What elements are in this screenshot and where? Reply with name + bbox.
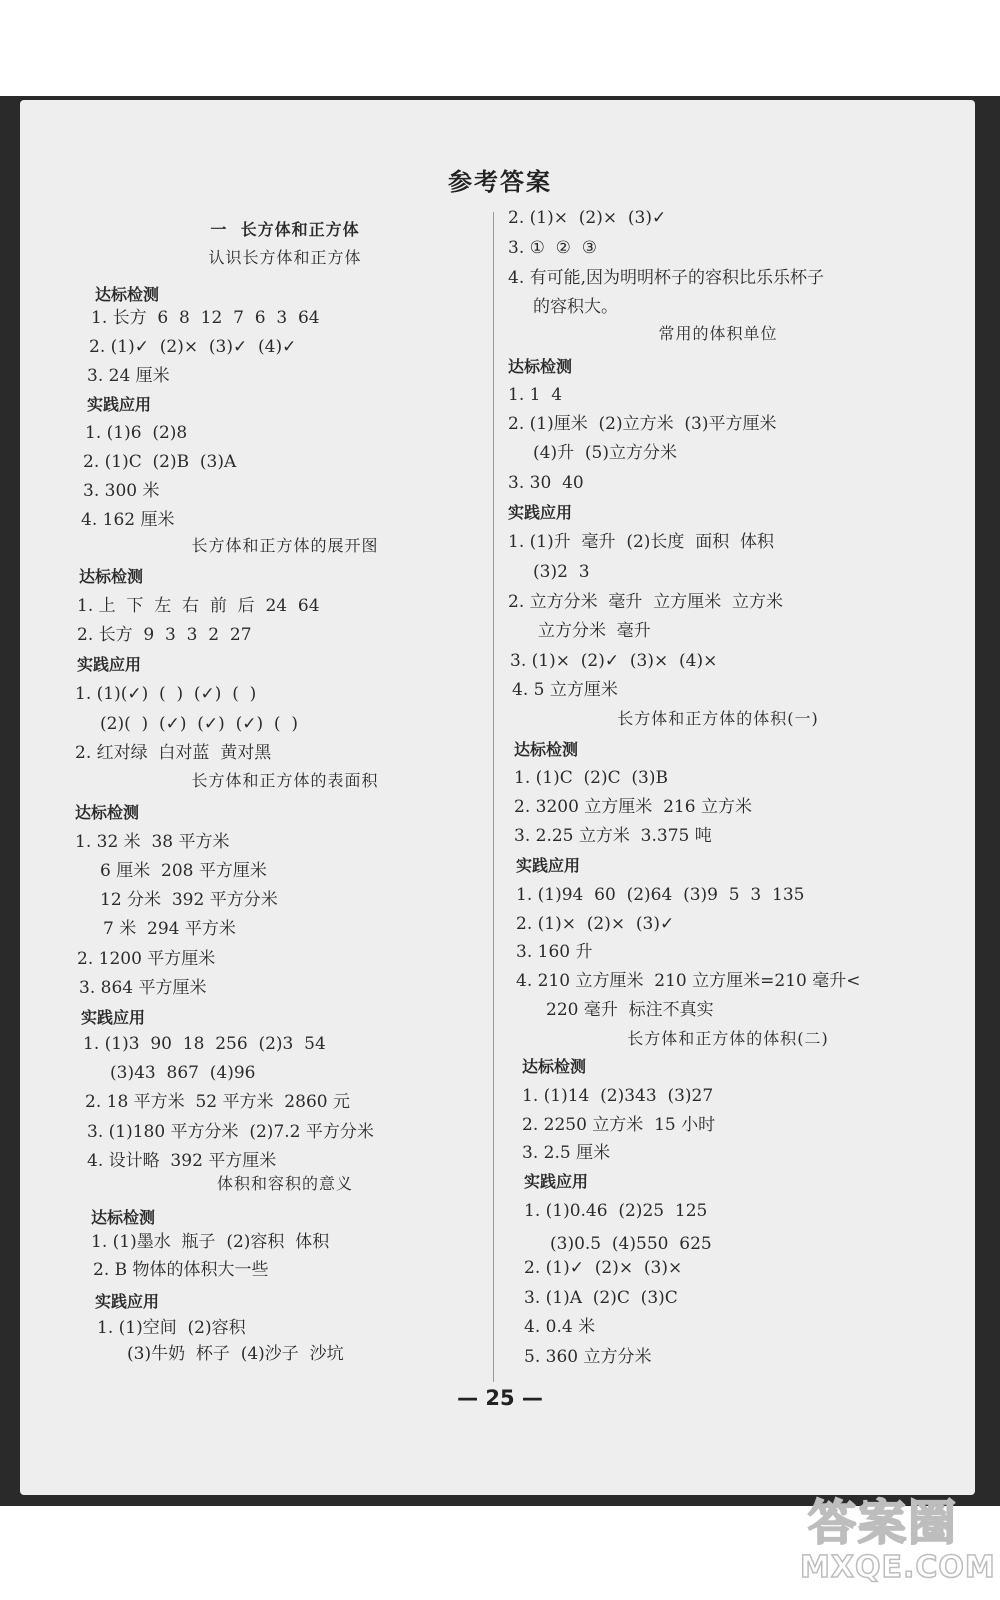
answer-line: 3. 160 升 (516, 942, 593, 962)
section-title: 长方体和正方体的体积(二) (627, 1029, 829, 1048)
answer-line: 1. (1)(✓) ( ) (✓) ( ) (75, 684, 257, 704)
answer-line: 3. 2.5 厘米 (522, 1143, 611, 1163)
answer-line: 1. 上 下 左 右 前 后 24 64 (77, 596, 320, 616)
answer-line: 1. (1)94 60 (2)64 (3)9 5 3 135 (516, 885, 805, 905)
answer-line: 4. 210 立方厘米 210 立方厘米=210 毫升< (516, 971, 861, 991)
answer-line: 1. (1)空间 (2)容积 (97, 1318, 246, 1338)
section-title: 长方体和正方体的体积(一) (617, 709, 819, 728)
answer-line: 220 毫升 标注不真实 (546, 1000, 714, 1020)
answer-line: 2. (1)厘米 (2)立方米 (3)平方厘米 (508, 414, 777, 434)
answer-line: 1. (1)C (2)C (3)B (514, 768, 668, 788)
section-title: 常用的体积单位 (658, 324, 778, 343)
section-heading: 实践应用 (87, 395, 152, 414)
section-heading: 达标检测 (522, 1057, 587, 1076)
answer-line: 1. (1)3 90 18 256 (2)3 54 (83, 1034, 326, 1054)
answer-line: (3)2 3 (533, 562, 590, 582)
answer-line: 2. 立方分米 毫升 立方厘米 立方米 (508, 592, 784, 612)
answer-line: 7 米 294 平方米 (103, 919, 236, 939)
answer-line: (3)43 867 (4)96 (110, 1063, 256, 1083)
section-heading: 实践应用 (95, 1292, 160, 1311)
section-title: 体积和容积的意义 (216, 1174, 353, 1193)
answer-line: 2. 2250 立方米 15 小时 (522, 1115, 716, 1135)
answer-line: 2. 18 平方米 52 平方米 2860 元 (85, 1092, 350, 1112)
answer-line: 4. 设计略 392 平方厘米 (87, 1151, 277, 1171)
answer-line: 3. (1)180 平方分米 (2)7.2 平方分米 (87, 1122, 374, 1142)
section-title: 长方体和正方体的展开图 (191, 536, 379, 555)
page-title: 参考答案 (448, 168, 552, 196)
watermark-url: MXQE.COM (800, 1550, 996, 1585)
section-heading: 达标检测 (75, 803, 140, 822)
answer-line: 2. (1)× (2)× (3)✓ (516, 914, 675, 934)
answer-line: 2. (1)✓ (2)× (3)× (524, 1258, 683, 1278)
answer-line: 1. (1)升 毫升 (2)长度 面积 体积 (508, 532, 775, 552)
answer-line: 1. (1)墨水 瓶子 (2)容积 体积 (91, 1232, 330, 1252)
section-title: 长方体和正方体的表面积 (191, 771, 379, 790)
answer-line: 3. (1)× (2)✓ (3)× (4)× (510, 651, 718, 671)
answer-line: 2. (1)✓ (2)× (3)✓ (4)✓ (89, 337, 297, 357)
answer-line: 3. 24 厘米 (87, 366, 170, 386)
answer-line: 3. 300 米 (83, 481, 160, 501)
watermark (800, 1484, 995, 1594)
answer-line: 2. 红对绿 白对蓝 黄对黑 (75, 743, 272, 763)
answer-line: 4. 0.4 米 (524, 1317, 596, 1337)
answer-line: 2. 3200 立方厘米 216 立方米 (514, 797, 752, 817)
section-heading: 实践应用 (516, 856, 581, 875)
answer-line: (4)升 (5)立方分米 (533, 443, 677, 463)
section-heading: 实践应用 (508, 503, 573, 522)
answer-line: 2. 1200 平方厘米 (77, 949, 216, 969)
answer-line: (3)0.5 (4)550 625 (550, 1234, 712, 1254)
answer-line: 3. 2.25 立方米 3.375 吨 (514, 826, 712, 846)
section-heading: 实践应用 (81, 1008, 146, 1027)
answer-line: 3. ① ② ③ (508, 238, 597, 258)
answer-line: 5. 360 立方分米 (524, 1347, 652, 1367)
answer-line: 1. 1 4 (508, 385, 563, 405)
answer-line: 3. 30 40 (508, 473, 584, 493)
answer-line: 1. 长方 6 8 12 7 6 3 64 (91, 308, 320, 328)
section-heading: 达标检测 (95, 285, 160, 304)
answer-line: 4. 5 立方厘米 (512, 680, 618, 700)
section-heading: 达标检测 (508, 357, 573, 376)
watermark-logo: 答案圈 (808, 1495, 959, 1551)
answer-line: 的容积大。 (533, 297, 618, 317)
answer-line: 2. 长方 9 3 3 2 27 (77, 625, 252, 645)
answer-line: 2. (1)× (2)× (3)✓ (508, 208, 667, 228)
column-divider (493, 212, 494, 1382)
answer-line: 立方分米 毫升 (538, 621, 651, 641)
answer-line: 1. 32 米 38 平方米 (75, 832, 230, 852)
top-margin (0, 0, 1000, 96)
answer-line: 3. (1)A (2)C (3)C (524, 1288, 678, 1308)
answer-line: 1. (1)0.46 (2)25 125 (524, 1201, 708, 1221)
answer-line: (2)( ) (✓) (✓) (✓) ( ) (100, 714, 298, 734)
answer-line: 2. (1)C (2)B (3)A (83, 452, 237, 472)
section-heading: 达标检测 (514, 740, 579, 759)
answer-line: 12 分米 392 平方分米 (100, 890, 278, 910)
section-heading: 实践应用 (77, 655, 142, 674)
answer-line: 4. 162 厘米 (81, 510, 175, 530)
answer-line: 2. B 物体的体积大一些 (93, 1260, 269, 1280)
answer-line: 3. 864 平方厘米 (79, 978, 207, 998)
answer-line: 6 厘米 208 平方厘米 (100, 861, 267, 881)
answer-line: (3)牛奶 杯子 (4)沙子 沙坑 (127, 1344, 344, 1364)
answer-line: 1. (1)6 (2)8 (85, 423, 188, 443)
answer-line: 1. (1)14 (2)343 (3)27 (522, 1086, 714, 1106)
chapter-title: 一 长方体和正方体 (210, 220, 360, 239)
answer-line: 4. 有可能,因为明明杯子的容积比乐乐杯子 (508, 268, 825, 288)
page-number: — 25 — (457, 1386, 543, 1410)
section-heading: 达标检测 (91, 1208, 156, 1227)
section-heading: 达标检测 (79, 567, 144, 586)
section-heading: 实践应用 (524, 1172, 589, 1191)
section-title: 认识长方体和正方体 (208, 248, 362, 267)
